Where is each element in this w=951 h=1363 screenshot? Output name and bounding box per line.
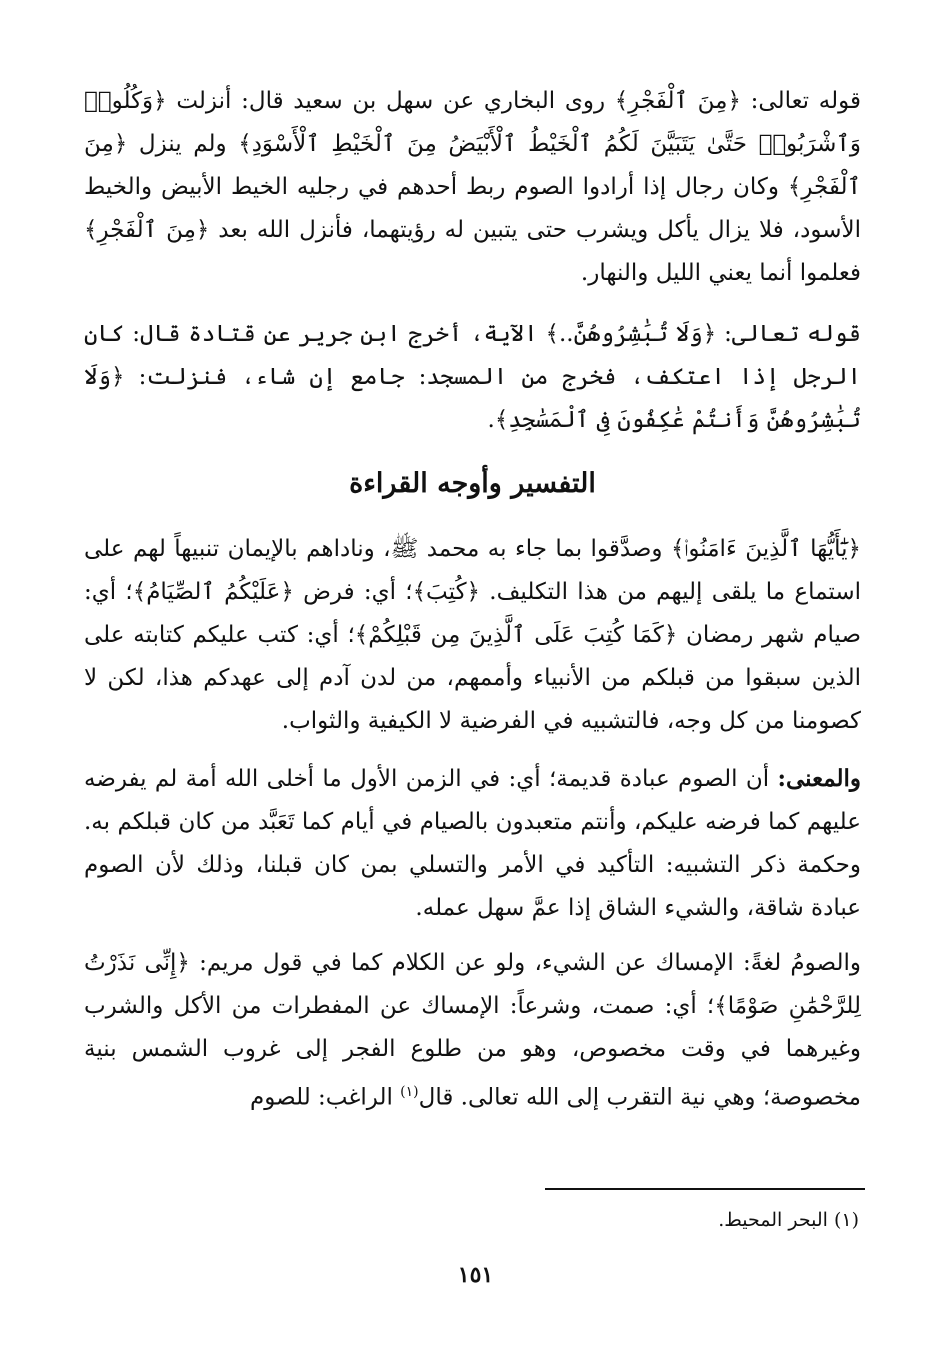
paragraph-itikaf: قوله تعالى: ﴿وَلَا تُبَٰشِرُوهُنَّ..﴾ الآية، أخرج ابن جرير عن قتادة قال: كان الرجل إذا اعتكف، فخرج من المسجد: جامع إن شاء، فنزلت: ﴿وَلَا تُبَٰشِرُوهُنَّ وَأَنتُمْ عَٰكِفُونَ فِى ٱلْمَسَٰجِدِ﴾. <box>84 321 861 433</box>
definition-text-b: الراغب: للصوم <box>250 1084 401 1111</box>
footnote-reference: (١) <box>400 1084 419 1100</box>
meaning-body: أن الصوم عبادة قديمة؛ أي: في الزمن الأول ما أخلى الله أمة لم يفرضه عليهم كما فرضه عليكم، وأنتم متعبدون بالصيام في أيام كما تَعَبَّد من كان قبلكم به. وحكمة ذكر التشبيه: التأكيد في الأمر والتسلي بمن كان قبلنا، وذلك لأن الصوم عبادة شاقة، والشيء الشاق إذا عمَّ سهل عمله. <box>84 766 861 921</box>
footnote-divider <box>545 1188 865 1190</box>
paragraph-revelation-fajr: قوله تعالى: ﴿مِنَ ٱلْفَجْرِ﴾ روى البخاري عن سهل بن سعيد قال: أنزلت ﴿وَكُلُوا۟ وَٱشْرَبُوا۟ حَتَّىٰ يَتَبَيَّنَ لَكُمُ ٱلْخَيْطُ ٱلْأَبْيَضُ مِنَ ٱلْخَيْطِ ٱلْأَسْوَدِ﴾ ولم ينزل ﴿مِنَ ٱلْفَجْرِ﴾ وكان رجال إذا أرادوا الصوم ربط أحدهم في رجليه الخيط الأبيض والخيط الأسود، فلا يزال يأكل ويشرب حتى يتبين له رؤيتهما، فأنزل الله بعد ﴿مِنَ ٱلْفَجْرِ﴾ فعلموا أنما يعني الليل والنهار. <box>84 88 861 286</box>
definition-text-a: والصومُ لغةً: الإمساك عن الشيء، ولو عن الكلام كما في قول مريم: ﴿إِنِّى نَذَرْتُ لِلرَّحْمَٰنِ صَوْمًا﴾؛ أي: صمت، وشرعاً: الإمساك عن المفطرات من الأكل والشرب وغيرهما في وقت مخصوص، وهو من طلوع الفجر إلى غروب الشمس بنية مخصوصة؛ وهي نية التقرب إلى الله تعالى. قال <box>84 950 861 1111</box>
meaning-lead-word: والمعنى: <box>777 765 861 792</box>
section-heading: التفسير وأوجه القراءة <box>349 468 596 499</box>
paragraph-tafsir-fasting: ﴿يَٰٓأَيُّهَا ٱلَّذِينَ ءَامَنُوا۟﴾ وصدَّقوا بما جاء به محمد ﷺ، وناداهم بالإيمان تنبيهاً لهم على استماع ما يلقى إليهم من هذا التكليف. ﴿كُتِبَ﴾؛ أي: فرض ﴿عَلَيْكُمُ ٱلصِّيَامُ﴾؛ أي: صيام شهر رمضان ﴿كَمَا كُتِبَ عَلَى ٱلَّذِينَ مِن قَبْلِكُمْ﴾؛ أي: كتب عليكم كتابته على الذين سبقوا من قبلكم من الأنبياء وأممهم، من لدن آدم إلى عهدكم هذا، لكن لا كصومنا من كل وجه، فالتشبيه في الفرضية لا الكيفية والثواب. <box>84 536 861 734</box>
page-number: ١٥١ <box>457 1262 494 1288</box>
paragraph-fasting-definition <box>84 942 861 1120</box>
paragraph-meaning <box>84 757 861 930</box>
footnote: (١) البحر المحيط. <box>718 1209 859 1231</box>
